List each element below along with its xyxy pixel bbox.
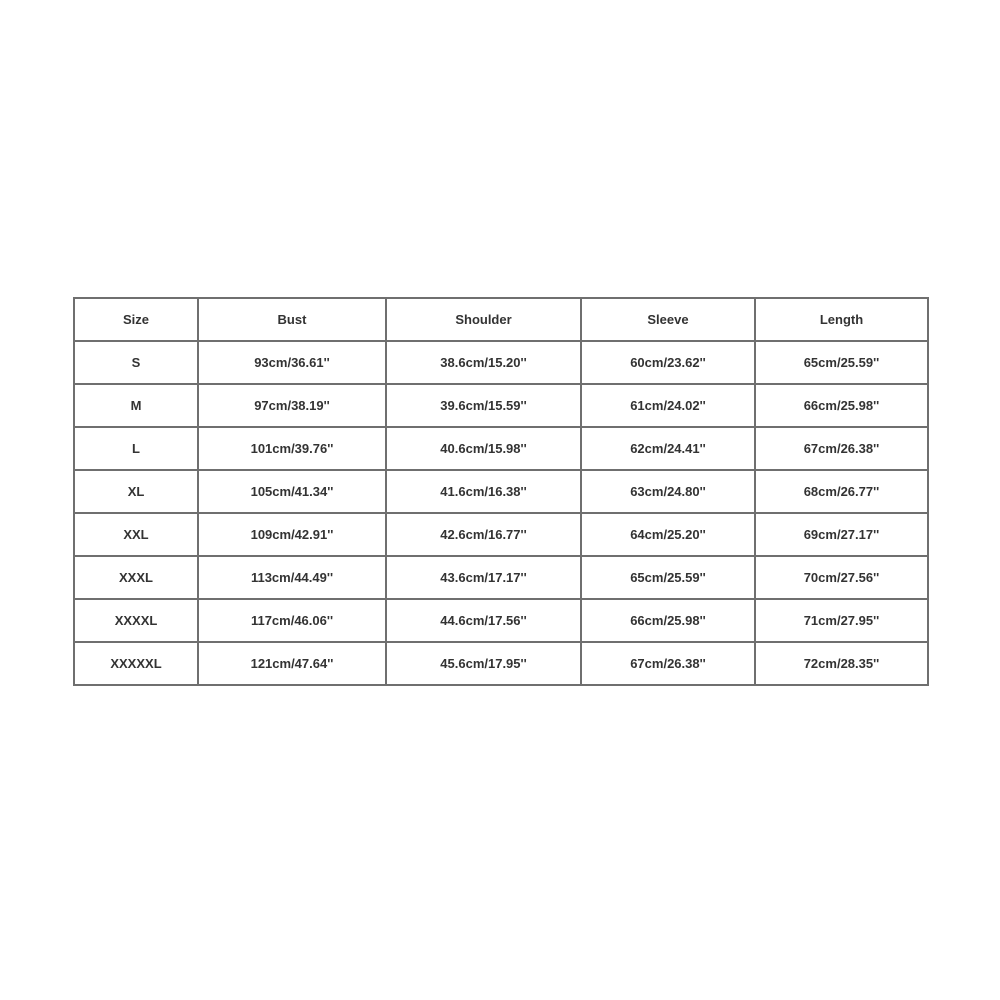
sleeve-cell: 63cm/24.80'' [581,470,755,513]
shoulder-cell: 43.6cm/17.17'' [386,556,581,599]
length-cell: 69cm/27.17'' [755,513,928,556]
shoulder-cell: 41.6cm/16.38'' [386,470,581,513]
bust-cell: 93cm/36.61'' [198,341,386,384]
bust-cell: 105cm/41.34'' [198,470,386,513]
shoulder-cell: 45.6cm/17.95'' [386,642,581,685]
length-cell: 68cm/26.77'' [755,470,928,513]
table-row [74,513,928,556]
length-cell: 72cm/28.35'' [755,642,928,685]
length-cell: 65cm/25.59'' [755,341,928,384]
shoulder-cell: 39.6cm/15.59'' [386,384,581,427]
bust-cell: 121cm/47.64'' [198,642,386,685]
size-cell: XXXXL [74,599,198,642]
bust-cell: 117cm/46.06'' [198,599,386,642]
table-row [74,599,928,642]
bust-cell: 113cm/44.49'' [198,556,386,599]
table-row [74,427,928,470]
size-cell: S [74,341,198,384]
sleeve-cell: 60cm/23.62'' [581,341,755,384]
header-bust: Bust [198,298,386,341]
sleeve-cell: 62cm/24.41'' [581,427,755,470]
header-size: Size [74,298,198,341]
sleeve-cell: 61cm/24.02'' [581,384,755,427]
length-cell: 67cm/26.38'' [755,427,928,470]
shoulder-cell: 40.6cm/15.98'' [386,427,581,470]
length-cell: 70cm/27.56'' [755,556,928,599]
table-row [74,470,928,513]
header-length: Length [755,298,928,341]
size-chart-table [73,297,929,686]
table-row [74,556,928,599]
shoulder-cell: 42.6cm/16.77'' [386,513,581,556]
shoulder-cell: 38.6cm/15.20'' [386,341,581,384]
bust-cell: 101cm/39.76'' [198,427,386,470]
sleeve-cell: 64cm/25.20'' [581,513,755,556]
table-row [74,341,928,384]
header-sleeve: Sleeve [581,298,755,341]
length-cell: 66cm/25.98'' [755,384,928,427]
sleeve-cell: 65cm/25.59'' [581,556,755,599]
size-cell: XL [74,470,198,513]
size-cell: XXXL [74,556,198,599]
size-cell: XXXXXL [74,642,198,685]
header-shoulder: Shoulder [386,298,581,341]
sleeve-cell: 67cm/26.38'' [581,642,755,685]
size-cell: L [74,427,198,470]
table-row [74,642,928,685]
bust-cell: 109cm/42.91'' [198,513,386,556]
bust-cell: 97cm/38.19'' [198,384,386,427]
table-header-row [74,298,928,341]
shoulder-cell: 44.6cm/17.56'' [386,599,581,642]
sleeve-cell: 66cm/25.98'' [581,599,755,642]
length-cell: 71cm/27.95'' [755,599,928,642]
size-cell: M [74,384,198,427]
table-row [74,384,928,427]
size-cell: XXL [74,513,198,556]
